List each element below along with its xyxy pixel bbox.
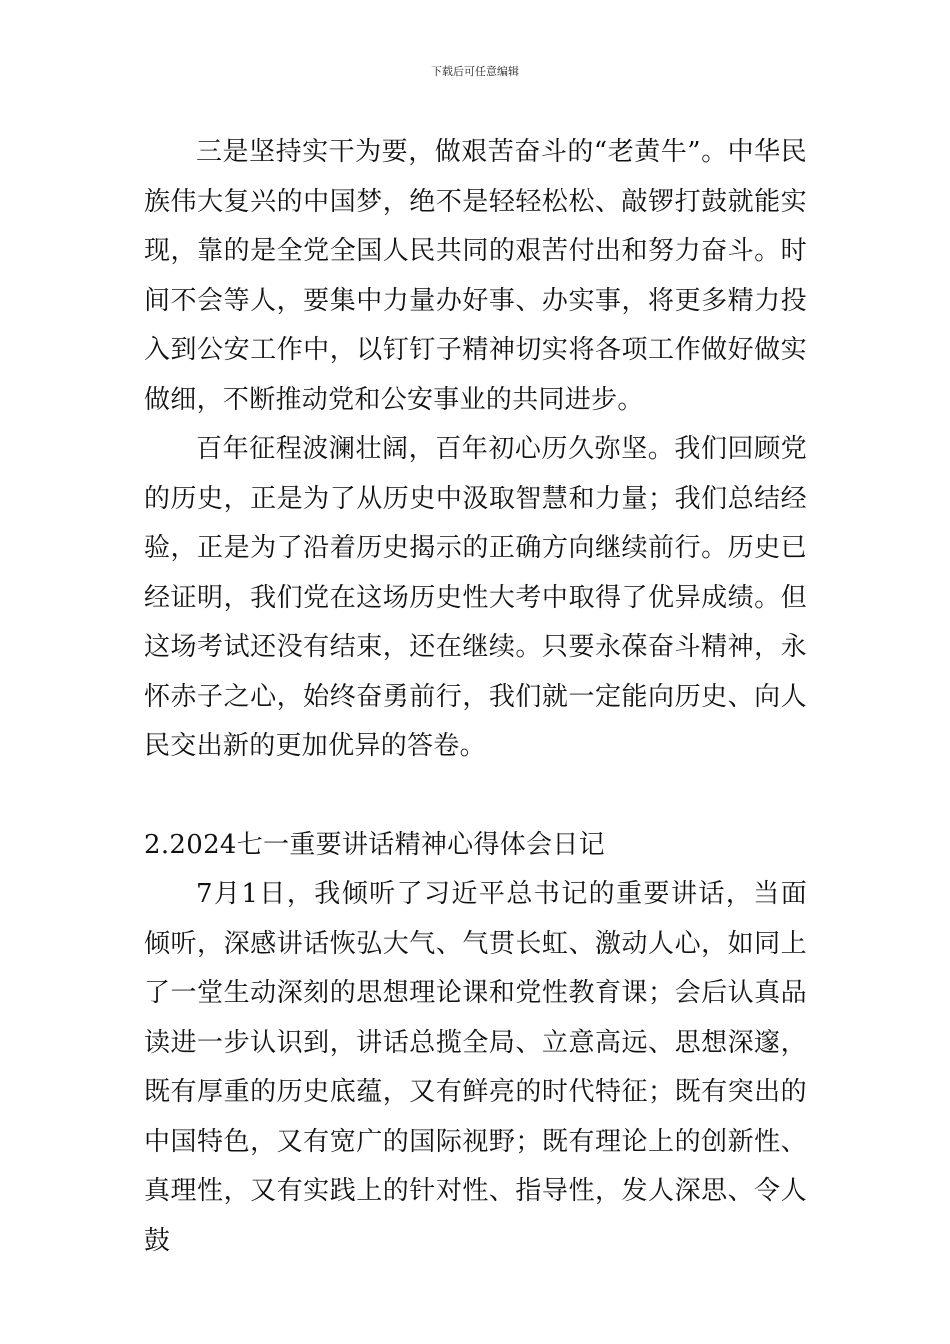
section-heading: 2.2024七一重要讲话精神心得体会日记 xyxy=(144,829,605,860)
document-body xyxy=(144,128,807,1266)
paragraph-century-journey: 百年征程波澜壮阔，百年初心历久弥坚。我们回顾党的历史，正是为了从历史中汲取智慧和力量；我们总结经验，正是为了沿着历史揭示的正确方向继续前行。历史已经证明，我们党在这场历史性大考中取得了优异成绩。但这场考试还没有结束，还在继续。只要永葆奋斗精神，永怀赤子之心，始终奋勇前行，我们就一定能向历史、向人民交出新的更加优异的答卷。 xyxy=(144,434,807,761)
paragraph-hard-work: 三是坚持实干为要，做艰苦奋斗的“老黄牛”。中华民族伟大复兴的中国梦，绝不是轻轻松松、敲锣打鼓就能实现，靠的是全党全国人民共同的艰苦付出和努力奋斗。时间不会等人，要集中力量办好事、办实事，将更多精力投入到公安工作中，以钉钉子精神切实将各项工作做好做实做细，不断推动党和公安事业的共同进步。 xyxy=(144,137,807,415)
paragraph-speech-reflection: 7月1日，我倾听了习近平总书记的重要讲话，当面倾听，深感讲话恢弘大气、气贯长虹、激动人心，如同上了一堂生动深刻的思想理论课和党性教育课；会后认真品读进一步认识到，讲话总揽全局、立意高远、思想深邃，既有厚重的历史底蕴，又有鲜亮的时代特征；既有突出的中国特色，又有宽广的国际视野；既有理论上的创新性、真理性，又有实践上的针对性、指导性，发人深思、令人鼓 xyxy=(144,879,807,1256)
page-header: 下载后可任意编辑 xyxy=(431,65,519,78)
